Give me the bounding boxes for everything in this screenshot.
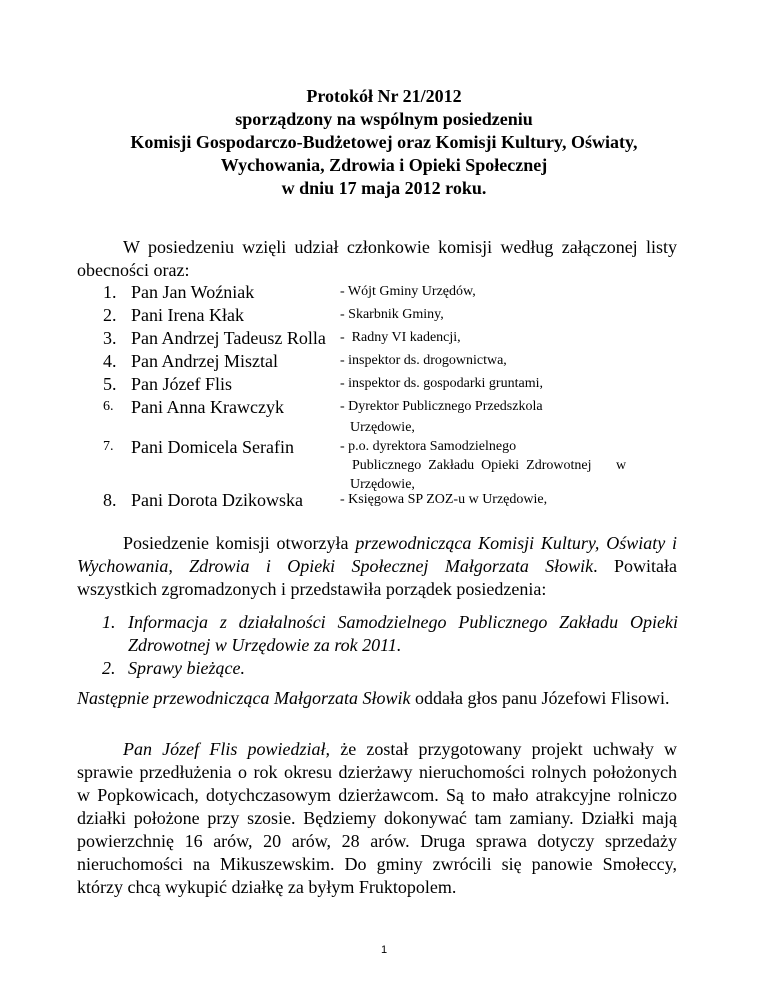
attendee-name: Pan Andrzej Tadeusz Rolla (131, 328, 326, 348)
next-speaker: Następnie przewodnicząca Małgorzata Słowik (77, 688, 411, 708)
attendee-number: 1. (103, 282, 117, 302)
attendee-number: 8. (103, 490, 117, 510)
agenda-number: 1. (102, 612, 116, 632)
title-line: Protokół Nr 21/2012 (306, 86, 462, 106)
opening-text-end: . Powitała wszystkich zgromadzonych i przedstawiła porządek posiedzenia: (77, 556, 678, 599)
attendee-role: - Dyrektor Publicznego Przedszkola (340, 399, 543, 414)
attendee-role: - inspektor ds. drogownictwa, (340, 353, 507, 368)
page-number: 1 (380, 944, 388, 956)
agenda-text: Informacja z działalności Samodzielnego Publicznego Zakładu Opieki Zdrowotnej w Urzędowie za rok 2011. (128, 612, 678, 655)
document-title (0, 85, 768, 200)
attendee-role: - Skarbnik Gminy, (340, 307, 444, 322)
title-line: w dniu 17 maja 2012 roku. (281, 178, 487, 198)
attendee-name: Pan Andrzej Misztal (131, 351, 278, 371)
flis-paragraph (77, 738, 677, 899)
attendee-name: Pan Jan Woźniak (131, 282, 255, 302)
attendee-number: 2. (103, 305, 117, 325)
next-text: oddała głos panu Józefowi Flisowi. (410, 688, 670, 708)
attendee-role: - p.o. dyrektora Samodzielnego (340, 439, 517, 454)
attendee-number: 7. (103, 439, 114, 454)
opening-paragraph (77, 532, 677, 601)
attendee-number: 5. (103, 374, 117, 394)
next-paragraph (77, 687, 677, 710)
title-line: sporządzony na wspólnym posiedzeniu (235, 109, 533, 129)
attendee-number: 4. (103, 351, 117, 371)
agenda-item (102, 657, 678, 680)
attendee-role-continued: Urzędowie, (350, 420, 415, 435)
opening-text: Posiedzenie komisji otworzyła (123, 533, 356, 553)
chairperson-name: przewodnicząca Komisji Kultury, Oświaty i Wychowania, Zdrowia i Opieki Społecznej Małgorzata Słowik (77, 533, 677, 576)
attendee-role-continued: Urzędowie, (350, 477, 415, 492)
attendee-number: 6. (103, 399, 114, 414)
flis-speaker: Pan Józef Flis powiedział, (123, 739, 331, 759)
agenda-list (102, 611, 678, 680)
attendee-name: Pani Anna Krawczyk (131, 397, 284, 417)
attendee-role: - inspektor ds. gospodarki gruntami, (340, 376, 543, 391)
attendee-role-continued: Publicznego Zakładu Opieki Zdrowotnej w (352, 458, 627, 473)
intro-paragraph: W posiedzeniu wzięli udział członkowie komisji według załączonej listy obecności oraz: (77, 237, 677, 280)
title-line: Wychowania, Zdrowia i Opieki Społecznej (220, 155, 548, 175)
attendee-role: - Wójt Gminy Urzędów, (340, 284, 476, 299)
agenda-item (102, 611, 678, 657)
title-line: Komisji Gospodarczo-Budżetowej oraz Komisji Kultury, Oświaty, (130, 132, 638, 152)
attendee-name: Pani Domicela Serafin (131, 437, 294, 457)
flis-text: że został przygotowany projekt uchwały w sprawie przedłużenia o rok okresu dzierżawy nieruchomości rolnych położonych w Popkowicach, dotychczasowym dzierżawcom. Są to mało atrakcyjne rolniczo działki położone przy szosie. Będziemy dokonywać tam zamiany. Działki mają powierzchnię 16 arów, 20 arów, 28 arów. Druga sprawa dotyczy sprzedaży nieruchomości na Mikuszewskim. Do gminy zwrócili się panowie Smołeccy, którzy chcą wykupić działkę za byłym Fruktopolem. (77, 739, 678, 897)
attendee-name: Pani Irena Kłak (131, 305, 244, 325)
agenda-text: Sprawy bieżące. (128, 658, 245, 678)
attendee-number: 3. (103, 328, 117, 348)
attendee-name: Pan Józef Flis (131, 374, 232, 394)
attendee-role: - Radny VI kadencji, (340, 330, 461, 345)
attendee-role: - Księgowa SP ZOZ-u w Urzędowie, (340, 492, 548, 507)
attendee-name: Pani Dorota Dzikowska (131, 490, 303, 510)
agenda-number: 2. (102, 658, 116, 678)
